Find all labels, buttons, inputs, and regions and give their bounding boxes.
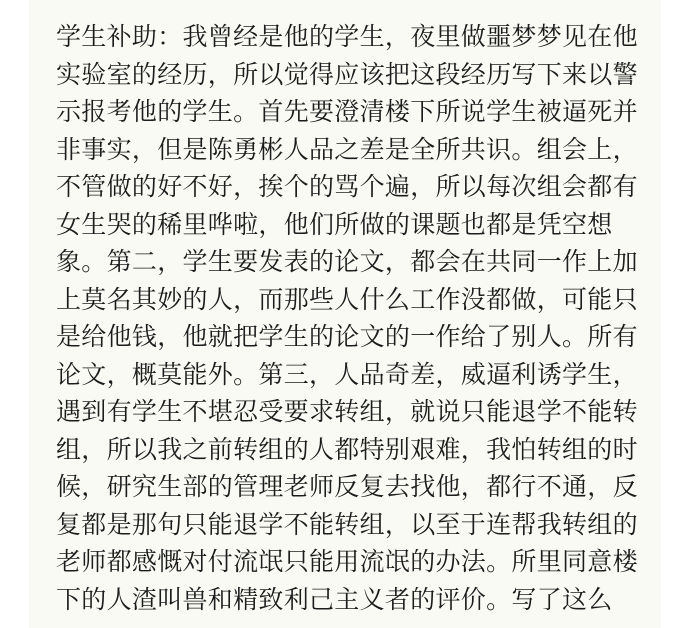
post-card <box>29 0 661 628</box>
post-line: 下的人渣叫兽和精致利己主义者的评价。写了这么 <box>56 584 613 614</box>
post-line: 学生补助：我曾经是他的学生，夜里做噩梦梦见在他 <box>56 22 638 51</box>
post-line: 复都是那句只能退学不能转组，以至于连帮我转组的 <box>56 509 638 539</box>
post-line: 上莫名其妙的人，而那些人什么工作没都做，可能只 <box>56 284 638 314</box>
post-line: 非事实，但是陈勇彬人品之差是全所共识。组会上， <box>56 134 638 164</box>
post-line: 女生哭的稀里哗啦，他们所做的课题也都是凭空想 <box>56 209 613 239</box>
post-line: 论文，概莫能外。第三，人品奇差，威逼利诱学生， <box>56 359 638 389</box>
post-line: 实验室的经历，所以觉得应该把这段经历写下来以警 <box>56 59 638 89</box>
post-line: 组，所以我之前转组的人都特别艰难，我怕转组的时 <box>56 434 638 464</box>
post-line: 候，研究生部的管理老师反复去找他，都行不通，反 <box>56 472 638 501</box>
post-line: 不管做的好不好，挨个的骂个遍，所以每次组会都有 <box>56 172 638 201</box>
post-line: 是给他钱，他就把学生的论文的一作给了别人。所有 <box>56 322 638 351</box>
post-line: 象。第二，学生要发表的论文，都会在共同一作上加 <box>56 247 638 276</box>
post-line: 示报考他的学生。首先要澄清楼下所说学生被逼死并 <box>56 97 638 126</box>
post-line: 遇到有学生不堪忍受要求转组，就说只能退学不能转 <box>56 397 638 426</box>
post-body <box>56 18 646 618</box>
post-line: 老师都感慨对付流氓只能用流氓的办法。所里同意楼 <box>56 547 638 576</box>
